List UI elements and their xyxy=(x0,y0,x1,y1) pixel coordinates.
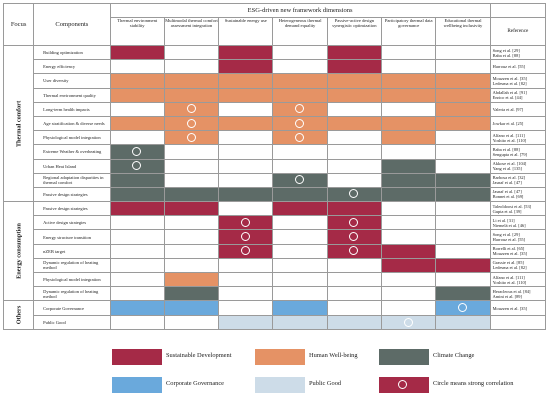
focus-label xyxy=(4,46,34,202)
matrix-cell xyxy=(110,131,164,145)
legend-label: Sustainable Development xyxy=(166,352,232,359)
matrix-cell xyxy=(273,131,327,145)
strong-correlation-circle xyxy=(349,246,358,255)
matrix-cell xyxy=(273,88,327,102)
matrix-cell xyxy=(164,202,218,216)
matrix-cell xyxy=(436,46,490,60)
matrix-cell xyxy=(164,287,218,301)
legend-label: Corporate Governance xyxy=(166,380,225,387)
matrix-cell xyxy=(273,216,327,230)
reference-cell: Heracleous et al. [84] Amini et al. [89] xyxy=(490,287,545,301)
table-row xyxy=(4,315,546,330)
matrix-cell xyxy=(327,258,381,272)
matrix-cell xyxy=(327,74,381,88)
table-row xyxy=(4,60,546,74)
dimension-header: Participatory thermal data governance xyxy=(382,18,436,46)
component-label: Active design strategies xyxy=(34,216,110,230)
matrix-cell xyxy=(164,187,218,201)
strong-correlation-circle xyxy=(132,147,141,156)
matrix-cell xyxy=(110,287,164,301)
header-row xyxy=(4,4,546,18)
matrix-cell xyxy=(273,301,327,316)
matrix-cell xyxy=(273,230,327,244)
legend-label: Human Well-being xyxy=(309,352,358,359)
focus-label-text: Others xyxy=(15,306,23,325)
component-label: Corporate Governance xyxy=(34,301,110,316)
matrix-cell xyxy=(219,230,273,244)
table-row xyxy=(4,46,546,60)
matrix-cell xyxy=(273,159,327,173)
matrix-cell xyxy=(382,145,436,159)
component-label: Regional adaptation disparities in thermal comfort xyxy=(34,173,110,187)
table-row xyxy=(4,202,546,216)
dimension-header: Educational thermal wellbeing inclusivity xyxy=(436,18,490,46)
matrix-cell xyxy=(327,145,381,159)
table-row xyxy=(4,244,546,258)
matrix-cell xyxy=(327,315,381,330)
matrix-cell xyxy=(110,102,164,116)
matrix-cell xyxy=(436,74,490,88)
matrix-cell xyxy=(110,60,164,74)
dimension-header: Passive-active design synergistic optimization xyxy=(327,18,381,46)
reference-cell: Borrelli et al. [65] Mouzzen et al. [35] xyxy=(490,244,545,258)
matrix-cell xyxy=(273,273,327,287)
reference-cell: Song et al. [29] Baba et al. [88] xyxy=(490,46,545,60)
matrix-cell xyxy=(219,46,273,60)
matrix-cell xyxy=(273,145,327,159)
matrix-cell xyxy=(382,102,436,116)
component-label: Thermal environment quality xyxy=(34,88,110,102)
matrix-cell xyxy=(327,46,381,60)
matrix-cell xyxy=(219,102,273,116)
matrix-cell xyxy=(164,74,218,88)
legend-label: Public Good xyxy=(309,380,342,387)
matrix-cell xyxy=(110,244,164,258)
strong-correlation-circle xyxy=(458,303,467,312)
matrix-cell xyxy=(327,116,381,130)
matrix-cell xyxy=(110,74,164,88)
reference-cell: Mouzzen et al. [35] Ledesma et al. [82] xyxy=(490,74,545,88)
matrix-cell xyxy=(164,116,218,130)
matrix-cell xyxy=(273,287,327,301)
matrix-cell xyxy=(436,202,490,216)
component-label: User diversity xyxy=(34,74,110,88)
reference-header: Reference xyxy=(490,18,545,46)
matrix-cell xyxy=(382,88,436,102)
matrix-cell xyxy=(219,202,273,216)
matrix-cell xyxy=(273,74,327,88)
matrix-cell xyxy=(273,102,327,116)
matrix-cell xyxy=(219,258,273,272)
table-row xyxy=(4,131,546,145)
reference-cell: Li et al. [31] Niemelä et al. [46] xyxy=(490,216,545,230)
matrix-cell xyxy=(436,88,490,102)
matrix-cell xyxy=(382,230,436,244)
legend-label: Climate Change xyxy=(433,352,475,359)
matrix-cell xyxy=(327,131,381,145)
matrix-cell xyxy=(327,273,381,287)
matrix-cell xyxy=(436,216,490,230)
matrix-cell xyxy=(164,159,218,173)
component-label: Dynamic regulation of heating method xyxy=(34,287,110,301)
component-label: Physiological model integration xyxy=(34,273,110,287)
strong-correlation-circle xyxy=(404,318,413,327)
matrix-cell xyxy=(273,244,327,258)
strong-correlation-circle xyxy=(349,218,358,227)
matrix-cell xyxy=(110,216,164,230)
matrix-cell xyxy=(110,301,164,316)
matrix-cell xyxy=(110,273,164,287)
matrix-cell xyxy=(327,173,381,187)
matrix-cell xyxy=(327,187,381,201)
reference-cell xyxy=(490,315,545,330)
reference-cell: Baba et al. [88] Sengupta et al. [79] xyxy=(490,145,545,159)
matrix-cell xyxy=(164,301,218,316)
dimension-header: Sustainable energy use xyxy=(219,18,273,46)
matrix-cell xyxy=(110,187,164,201)
matrix-cell xyxy=(273,116,327,130)
matrix-cell xyxy=(164,230,218,244)
matrix-cell xyxy=(164,88,218,102)
strong-correlation-circle xyxy=(241,232,250,241)
strong-correlation-circle xyxy=(349,232,358,241)
table-row xyxy=(4,74,546,88)
matrix-cell xyxy=(110,202,164,216)
table-row xyxy=(4,88,546,102)
matrix-cell xyxy=(219,216,273,230)
matrix-cell xyxy=(273,60,327,74)
matrix-cell xyxy=(436,173,490,187)
legend-swatch xyxy=(112,349,162,365)
table-row xyxy=(4,287,546,301)
matrix-cell xyxy=(110,145,164,159)
component-label: Energy structure transition xyxy=(34,230,110,244)
matrix-cell xyxy=(436,102,490,116)
matrix-cell xyxy=(164,145,218,159)
strong-correlation-circle xyxy=(295,133,304,142)
matrix-body xyxy=(4,46,546,330)
table-row xyxy=(4,230,546,244)
matrix-cell xyxy=(219,315,273,330)
matrix-cell xyxy=(436,159,490,173)
strong-correlation-circle xyxy=(187,133,196,142)
matrix-cell xyxy=(327,287,381,301)
table-row xyxy=(4,116,546,130)
matrix-cell xyxy=(382,273,436,287)
matrix-cell xyxy=(382,315,436,330)
matrix-cell xyxy=(164,244,218,258)
legend-swatch xyxy=(112,377,162,393)
reference-cell: Alfano et al. [111] Yoshito et al. [110] xyxy=(490,273,545,287)
matrix-cell xyxy=(110,315,164,330)
header-blank xyxy=(490,4,545,18)
component-label: Extreme Weather & overheating xyxy=(34,145,110,159)
matrix-cell xyxy=(327,230,381,244)
strong-correlation-circle xyxy=(241,218,250,227)
component-label: Passive design strategies xyxy=(34,187,110,201)
table-row xyxy=(4,216,546,230)
matrix-cell xyxy=(110,116,164,130)
matrix-cell xyxy=(219,301,273,316)
dimension-header: Multimodal thermal comfort assessment integration xyxy=(164,18,218,46)
matrix-cell xyxy=(382,287,436,301)
matrix-cell xyxy=(164,315,218,330)
matrix-cell xyxy=(164,102,218,116)
table-row xyxy=(4,187,546,201)
matrix-cell xyxy=(382,131,436,145)
strong-correlation-circle xyxy=(295,104,304,113)
legend-label: Circle means strong correlation xyxy=(433,380,514,387)
strong-correlation-circle xyxy=(241,246,250,255)
strong-correlation-circle xyxy=(295,119,304,128)
matrix-cell xyxy=(219,187,273,201)
component-label: Passive design strategies xyxy=(34,202,110,216)
strong-correlation-circle xyxy=(187,119,196,128)
matrix-cell xyxy=(436,315,490,330)
matrix-cell xyxy=(382,244,436,258)
matrix-cell xyxy=(219,273,273,287)
matrix-cell xyxy=(382,187,436,201)
matrix-cell xyxy=(219,173,273,187)
matrix-cell xyxy=(219,60,273,74)
reference-cell: Taleoldoost et al. [53] Gupta et al. [39] xyxy=(490,202,545,216)
matrix-cell xyxy=(164,60,218,74)
matrix-cell xyxy=(436,258,490,272)
matrix-cell xyxy=(436,230,490,244)
focus-label xyxy=(4,301,34,330)
circle-icon xyxy=(398,380,407,389)
table-row xyxy=(4,173,546,187)
matrix-cell xyxy=(273,187,327,201)
matrix-cell xyxy=(436,273,490,287)
matrix-cell xyxy=(327,202,381,216)
matrix-cell xyxy=(164,46,218,60)
matrix-cell xyxy=(382,60,436,74)
matrix-cell xyxy=(110,46,164,60)
matrix-cell xyxy=(436,116,490,130)
matrix-cell xyxy=(382,301,436,316)
matrix-cell xyxy=(110,159,164,173)
matrix-cell xyxy=(219,287,273,301)
matrix-cell xyxy=(327,88,381,102)
reference-cell: Abdallah et al. [91] Enrico et al. [44] xyxy=(490,88,545,102)
component-label: Energy efficiency xyxy=(34,60,110,74)
legend-swatch xyxy=(379,349,429,365)
matrix-cell xyxy=(327,216,381,230)
table-row xyxy=(4,145,546,159)
matrix-cell xyxy=(436,244,490,258)
matrix-cell xyxy=(382,159,436,173)
matrix-cell xyxy=(164,173,218,187)
dimension-header: Thermal environment stability xyxy=(110,18,164,46)
matrix-cell xyxy=(436,145,490,159)
component-label: Dynamic regulation of heating method xyxy=(34,258,110,272)
components-header: Components xyxy=(34,4,110,46)
focus-header: Focus xyxy=(4,4,34,46)
reference-cell: Alfano et al. [111] Yoshito et al. [110] xyxy=(490,131,545,145)
matrix-cell xyxy=(219,88,273,102)
matrix-cell xyxy=(436,131,490,145)
matrix-cell xyxy=(219,131,273,145)
matrix-cell xyxy=(436,301,490,316)
strong-correlation-circle xyxy=(349,189,358,198)
legend-swatch xyxy=(255,349,305,365)
matrix-cell xyxy=(219,159,273,173)
matrix-cell xyxy=(436,187,490,201)
matrix-cell xyxy=(327,159,381,173)
matrix-cell xyxy=(164,131,218,145)
matrix-cell xyxy=(382,46,436,60)
matrix-cell xyxy=(219,145,273,159)
table-row xyxy=(4,273,546,287)
esg-matrix-table xyxy=(3,3,546,330)
reference-cell: Harrouz et al. [55] xyxy=(490,60,545,74)
matrix-cell xyxy=(382,116,436,130)
reference-cell: Jowkar et al. [25] xyxy=(490,116,545,130)
legend-swatch xyxy=(255,377,305,393)
reference-cell: Grassie et al. [85] Ledesma et al. [82] xyxy=(490,258,545,272)
matrix-cell xyxy=(327,244,381,258)
table-row xyxy=(4,301,546,316)
matrix-cell xyxy=(219,74,273,88)
strong-correlation-circle xyxy=(187,104,196,113)
matrix-cell xyxy=(382,202,436,216)
component-label: Public Good xyxy=(34,315,110,330)
matrix-cell xyxy=(273,258,327,272)
matrix-cell xyxy=(110,230,164,244)
matrix-cell xyxy=(164,273,218,287)
matrix-cell xyxy=(219,116,273,130)
reference-cell: Mouzzen et al. [35] xyxy=(490,301,545,316)
component-label: Age stratification & diverse needs xyxy=(34,116,110,130)
matrix-cell xyxy=(273,202,327,216)
matrix-cell xyxy=(382,173,436,187)
component-label: Long-term health impacts xyxy=(34,102,110,116)
matrix-cell xyxy=(164,216,218,230)
matrix-cell xyxy=(164,258,218,272)
focus-label xyxy=(4,202,34,301)
reference-cell: Song et al. [29] Harrouz et al. [55] xyxy=(490,230,545,244)
matrix-cell xyxy=(273,315,327,330)
component-label: nZEB target xyxy=(34,244,110,258)
focus-label-text: Energy consumption xyxy=(15,223,23,280)
matrix-cell xyxy=(110,88,164,102)
dimensions-title: ESG-driven new framework dimensions xyxy=(110,4,490,18)
matrix-cell xyxy=(110,258,164,272)
matrix-cell xyxy=(273,46,327,60)
reference-cell: Barbosa et al. [32] Jasnaf et al. [47] xyxy=(490,173,545,187)
matrix-cell xyxy=(327,301,381,316)
matrix-cell xyxy=(382,216,436,230)
matrix-cell xyxy=(273,173,327,187)
table-row xyxy=(4,159,546,173)
reference-cell: Akkose et al. [104] Yang et al. [135] xyxy=(490,159,545,173)
reference-cell: Jasnaf et al. [47] Bonnet et al. [69] xyxy=(490,187,545,201)
matrix-cell xyxy=(382,258,436,272)
matrix-cell xyxy=(436,60,490,74)
dimension-header: Heterogeneous thermal demand equality xyxy=(273,18,327,46)
matrix-cell xyxy=(327,60,381,74)
strong-correlation-circle xyxy=(132,161,141,170)
table-row xyxy=(4,258,546,272)
component-label: Physiological model integration xyxy=(34,131,110,145)
legend-swatch xyxy=(379,377,429,393)
strong-correlation-circle xyxy=(295,175,304,184)
matrix-cell xyxy=(382,74,436,88)
table-row xyxy=(4,102,546,116)
matrix-cell xyxy=(436,287,490,301)
reference-cell: Valeria et al. [97] xyxy=(490,102,545,116)
matrix-cell xyxy=(219,244,273,258)
matrix-cell xyxy=(110,173,164,187)
component-label: Building optimization xyxy=(34,46,110,60)
component-label: Urban Heat Island xyxy=(34,159,110,173)
matrix-cell xyxy=(327,102,381,116)
focus-label-text: Thermal comfort xyxy=(15,100,23,147)
